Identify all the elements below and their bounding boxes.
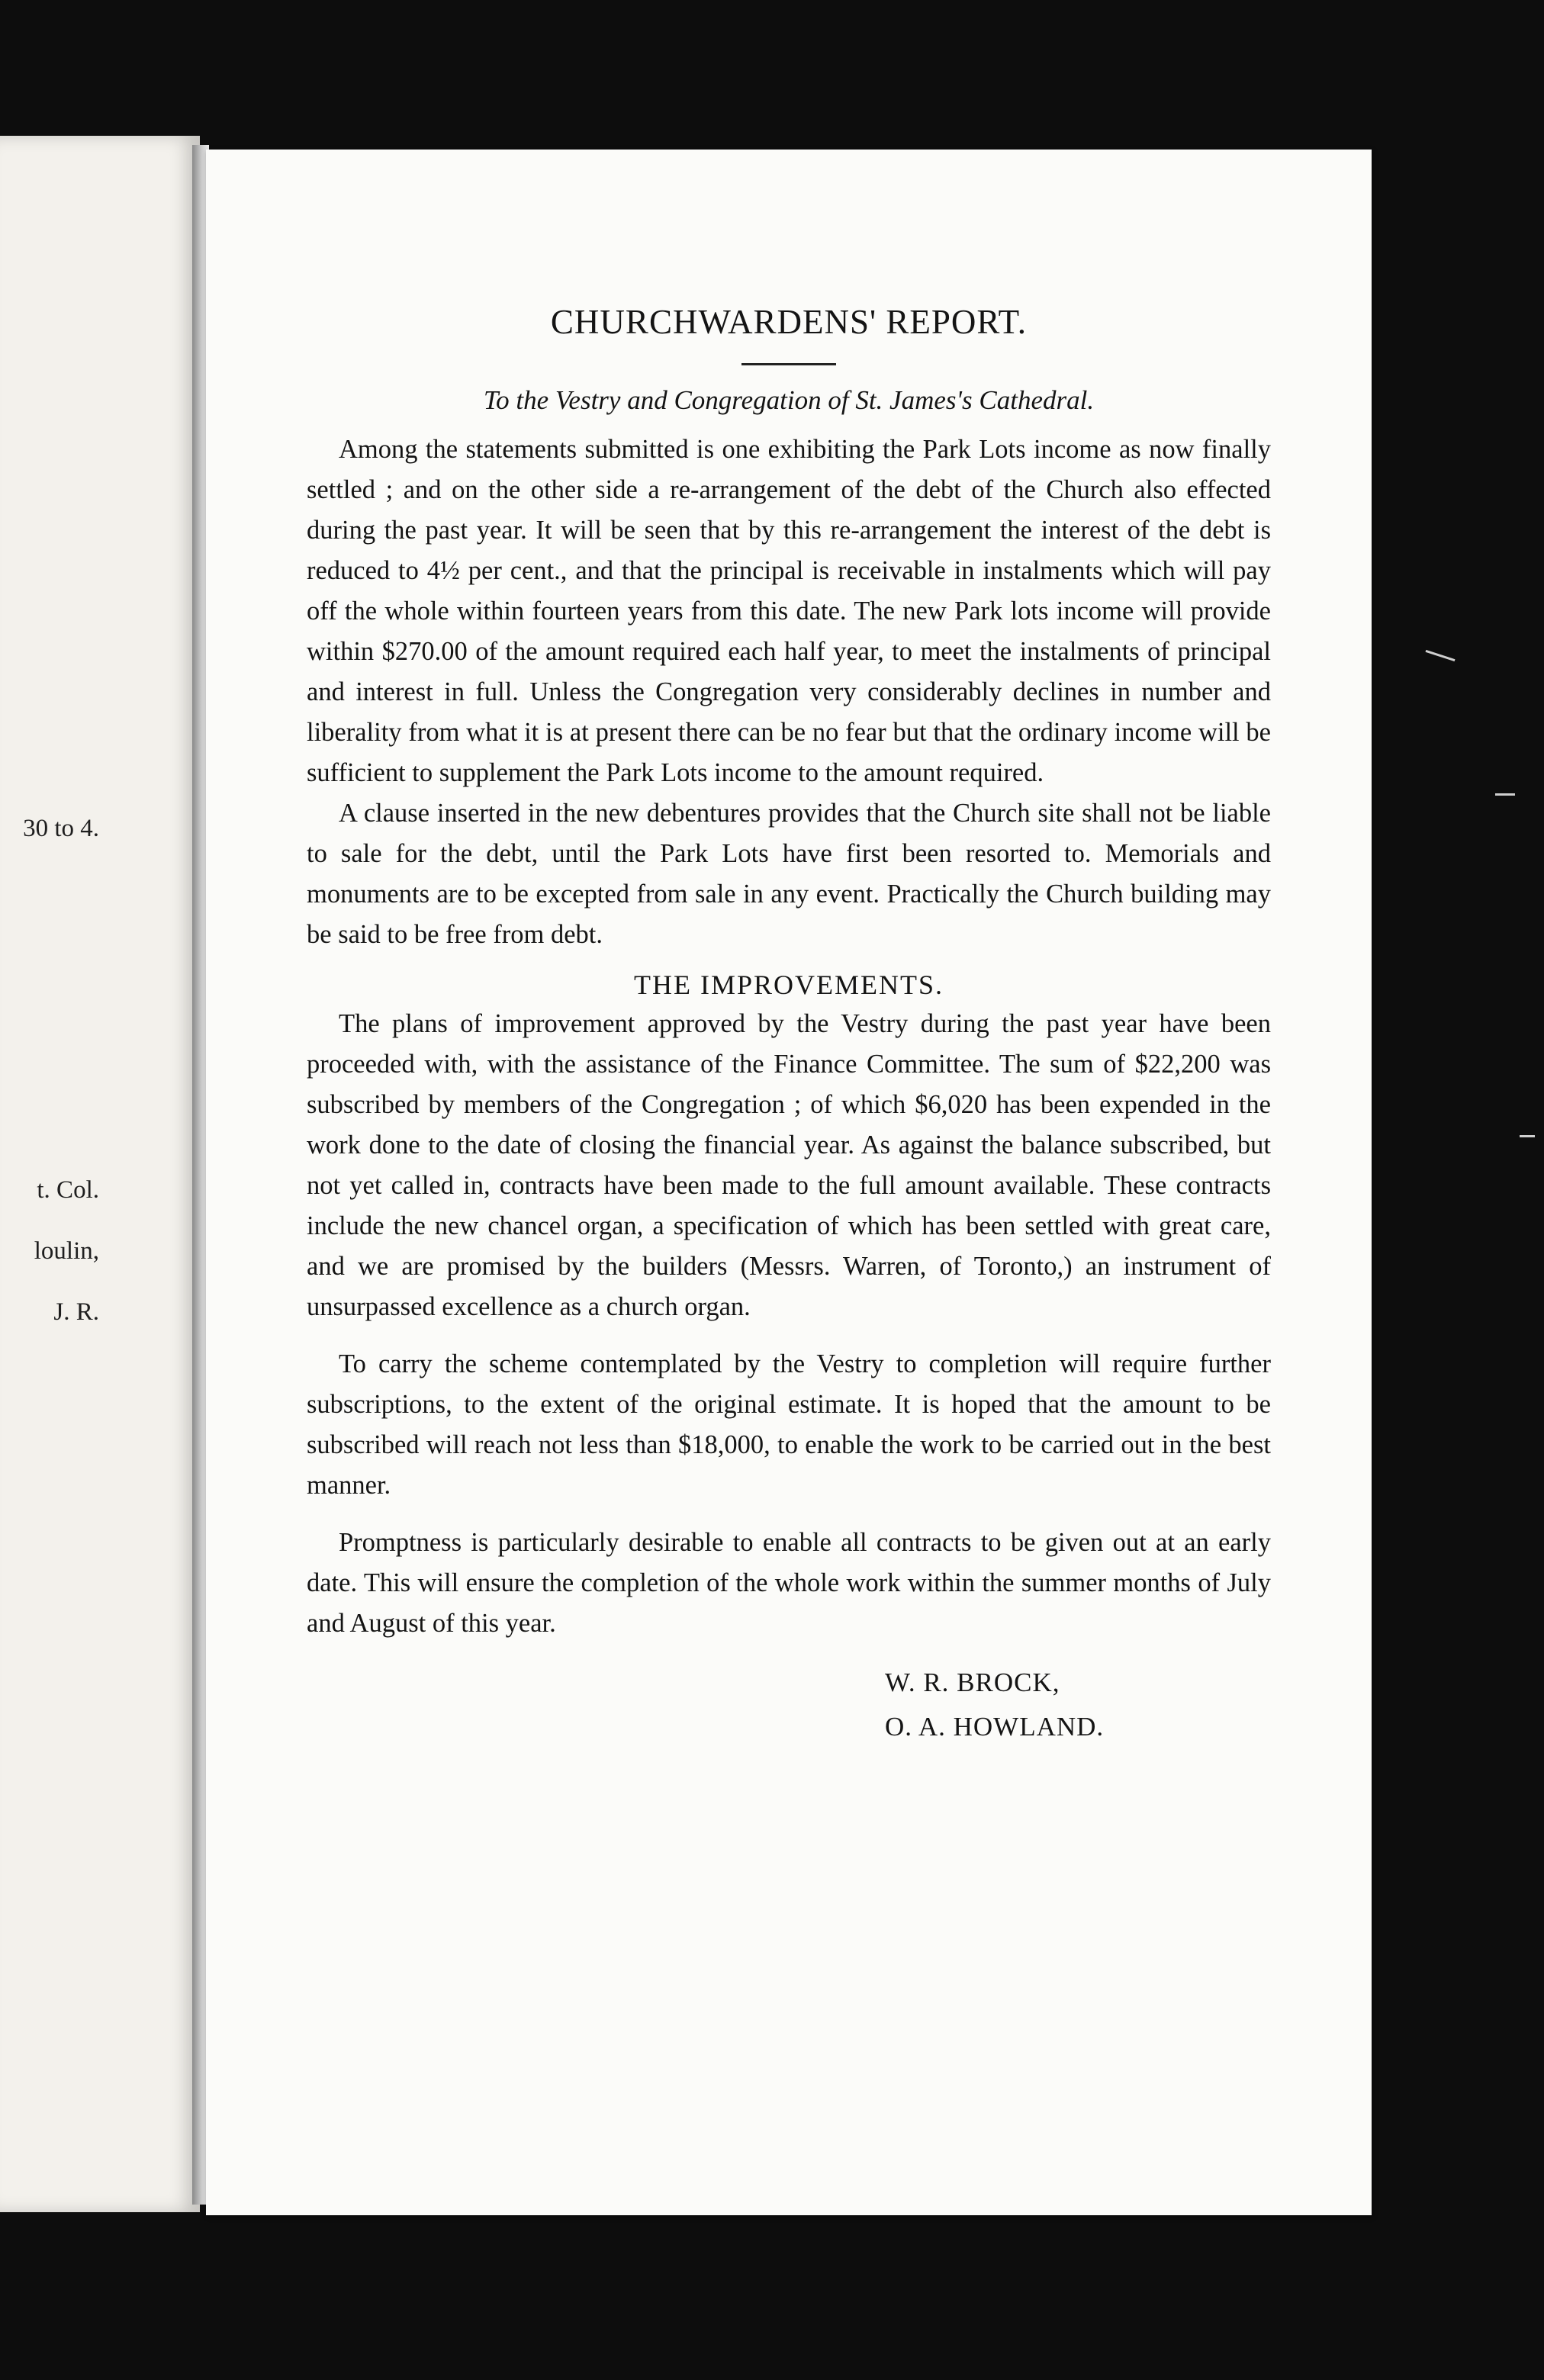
left-facing-page: [0, 136, 200, 2212]
left-page-fragment: t. Col.: [37, 1176, 99, 1204]
report-content: [307, 304, 1271, 1749]
left-page-fragment: J. R.: [53, 1298, 99, 1326]
scan-speck: [1520, 1135, 1535, 1137]
title-rule: [741, 363, 836, 365]
scan-speck: [1426, 650, 1456, 661]
salutation: To the Vestry and Congregation of St. James's Cathedral.: [483, 384, 1095, 415]
scan-speck: [1495, 793, 1515, 796]
report-title: CHURCHWARDENS' REPORT.: [550, 303, 1028, 341]
paragraph-promptness: Promptness is particularly desirable to enable all contracts to be given out at an early date. This will ensure the completion of the whole work within the summer months of July and August of this year.: [307, 1527, 1271, 1638]
report-page: [206, 150, 1372, 2215]
signatory: W. R. BROCK,: [885, 1667, 1060, 1697]
signature-block: [307, 1661, 1271, 1749]
paragraph-subscriptions: To carry the scheme contemplated by the Vestry to completion will require further subscriptions, to the extent of the original estimate. It is hoped that the amount to be subscribed will reach not less than $18,000, to enable the work to be carried out in the best manner.: [307, 1349, 1271, 1500]
paragraph-park-lots: Among the statements submitted is one exhibiting the Park Lots income as now finally settled ; and on the other side a re-arrangement of the debt of the Church also effected during the past year. It will be seen that by this re-arrangement the interest of the debt is reduced to 4½ per cent., and that the principal is receivable in instalments which will pay off the whole within fourteen years from this date. The new Park lots income will provide within $270.00 of the amount required each half year, to meet the instalments of principal and interest in full. Unless the Congregation very considerably declines in number and liberality from what it is at present there can be no fear but that the ordinary income will be sufficient to supplement the Park Lots income to the amount required.: [307, 434, 1271, 787]
paragraph-improvements: The plans of improvement approved by the Vestry during the past year have been proceeded with, with the assistance of the Finance Committee. The sum of $22,200 was subscribed by members of the Congregation ; of which $6,020 has been expended in the work done to the date of closing the financial year. As against the balance subscribed, but not yet called in, contracts have been made to the full amount available. These contracts include the new chancel organ, a specification of which has been settled with great care, and we are promised by the builders (Messrs. Warren, of Toronto,) an instrument of unsurpassed excellence as a church organ.: [307, 1008, 1271, 1321]
paragraph-debentures: A clause inserted in the new debentures provides that the Church site shall not be liable to sale for the debt, until the Park Lots have first been resorted to. Memorials and monuments are to be excepted from sale in any event. Practically the Church building may be said to be free from debt.: [307, 798, 1271, 949]
signatory: O. A. HOWLAND.: [885, 1711, 1105, 1742]
left-page-fragment: loulin,: [34, 1237, 99, 1265]
left-page-fragment: 30 to 4.: [23, 815, 99, 842]
section-heading-improvements: THE IMPROVEMENTS.: [633, 969, 944, 1000]
